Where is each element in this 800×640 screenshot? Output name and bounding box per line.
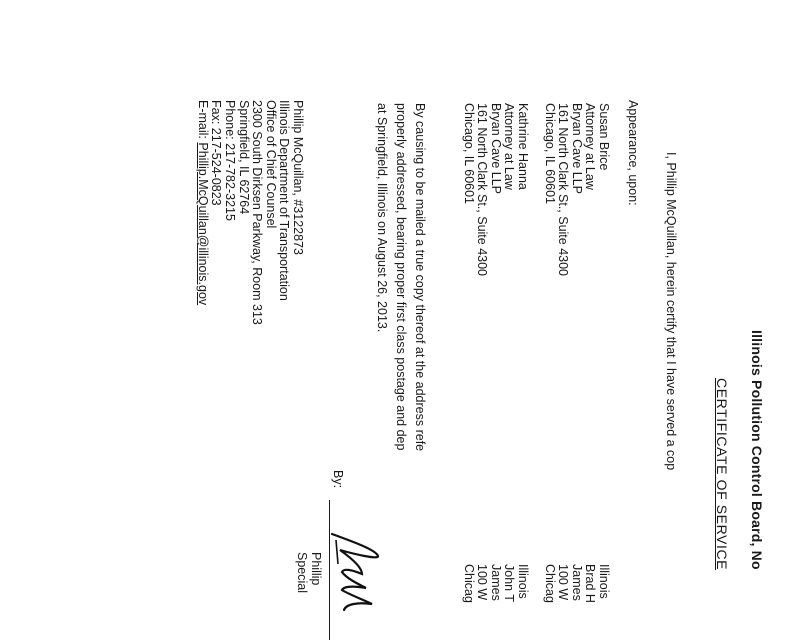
signer-line: Special bbox=[295, 552, 310, 593]
by-label: By: bbox=[331, 470, 345, 489]
contact-line: Phillip McQuillan, #3122873 bbox=[291, 100, 305, 255]
address-line: Brad H bbox=[583, 564, 598, 603]
service-left-2 bbox=[461, 103, 529, 276]
address-line: Bryan Cave LLP bbox=[488, 103, 503, 195]
address-line: Attorney at Law bbox=[583, 103, 598, 190]
mailing-line: properly addressed, bearing proper first class postage and dep bbox=[394, 103, 408, 451]
contact-line: 2300 South Dirksen Parkway, Room 313 bbox=[250, 100, 265, 325]
address-line: Illinois bbox=[516, 564, 530, 599]
intro-line: I, Phillip McQuillan, herein certify that I have served a cop bbox=[664, 152, 678, 471]
address-line: Chicago, IL 60601 bbox=[461, 103, 476, 205]
address-line: Attorney at Law bbox=[502, 103, 517, 190]
address-line: Kathrine Hanna bbox=[516, 103, 530, 190]
contact-line bbox=[195, 100, 209, 325]
certificate-heading: CERTIFICATE OF SERVICE bbox=[714, 378, 730, 571]
service-right-2 bbox=[461, 564, 529, 603]
address-line: Chicag bbox=[461, 564, 476, 603]
contact-line: Phone: 217-782-3215 bbox=[223, 100, 238, 221]
address-line: Bryan Cave LLP bbox=[569, 103, 584, 195]
board-title: Illinois Pollution Control Board, No bbox=[749, 330, 765, 570]
contact-line: Illinois Department of Transportation bbox=[277, 100, 292, 301]
contact-line: Office of Chief Counsel bbox=[263, 100, 278, 229]
contact-line: Springfield, IL 62764 bbox=[236, 100, 251, 215]
address-line: 100 W bbox=[475, 564, 490, 601]
service-right-1 bbox=[542, 564, 610, 603]
service-left-1 bbox=[542, 103, 610, 276]
signer-block bbox=[295, 552, 322, 593]
mailing-line: By causing to be mailed a true copy thereof at the address refe bbox=[413, 103, 427, 452]
address-line: Illinois bbox=[597, 564, 611, 599]
address-line: 161 North Clark St., Suite 4300 bbox=[475, 103, 490, 277]
email-link[interactable]: Phillip.McQuillan@illinois.gov bbox=[195, 142, 210, 306]
signer-line: Phillip bbox=[309, 552, 323, 586]
contact-line: Fax: 217-524-0823 bbox=[209, 100, 224, 206]
address-line: Chicago, IL 60601 bbox=[542, 103, 557, 205]
address-line: James bbox=[488, 564, 503, 601]
email-label: E-mail: bbox=[195, 100, 210, 139]
address-line: 161 North Clark St., Suite 4300 bbox=[556, 103, 571, 277]
address-line: James bbox=[569, 564, 584, 601]
signature-image bbox=[324, 530, 384, 618]
contact-block bbox=[195, 100, 304, 325]
appearance-line: Appearance, upon: bbox=[626, 100, 640, 206]
mailing-line: at Springfield, Illinois on August 26, 2013. bbox=[375, 103, 389, 333]
address-line: Chicag bbox=[542, 564, 557, 603]
mailing-paragraph bbox=[372, 103, 429, 451]
address-line: John T bbox=[502, 564, 517, 602]
address-line: Susan Brice bbox=[597, 103, 611, 171]
address-line: 100 W bbox=[556, 564, 571, 601]
